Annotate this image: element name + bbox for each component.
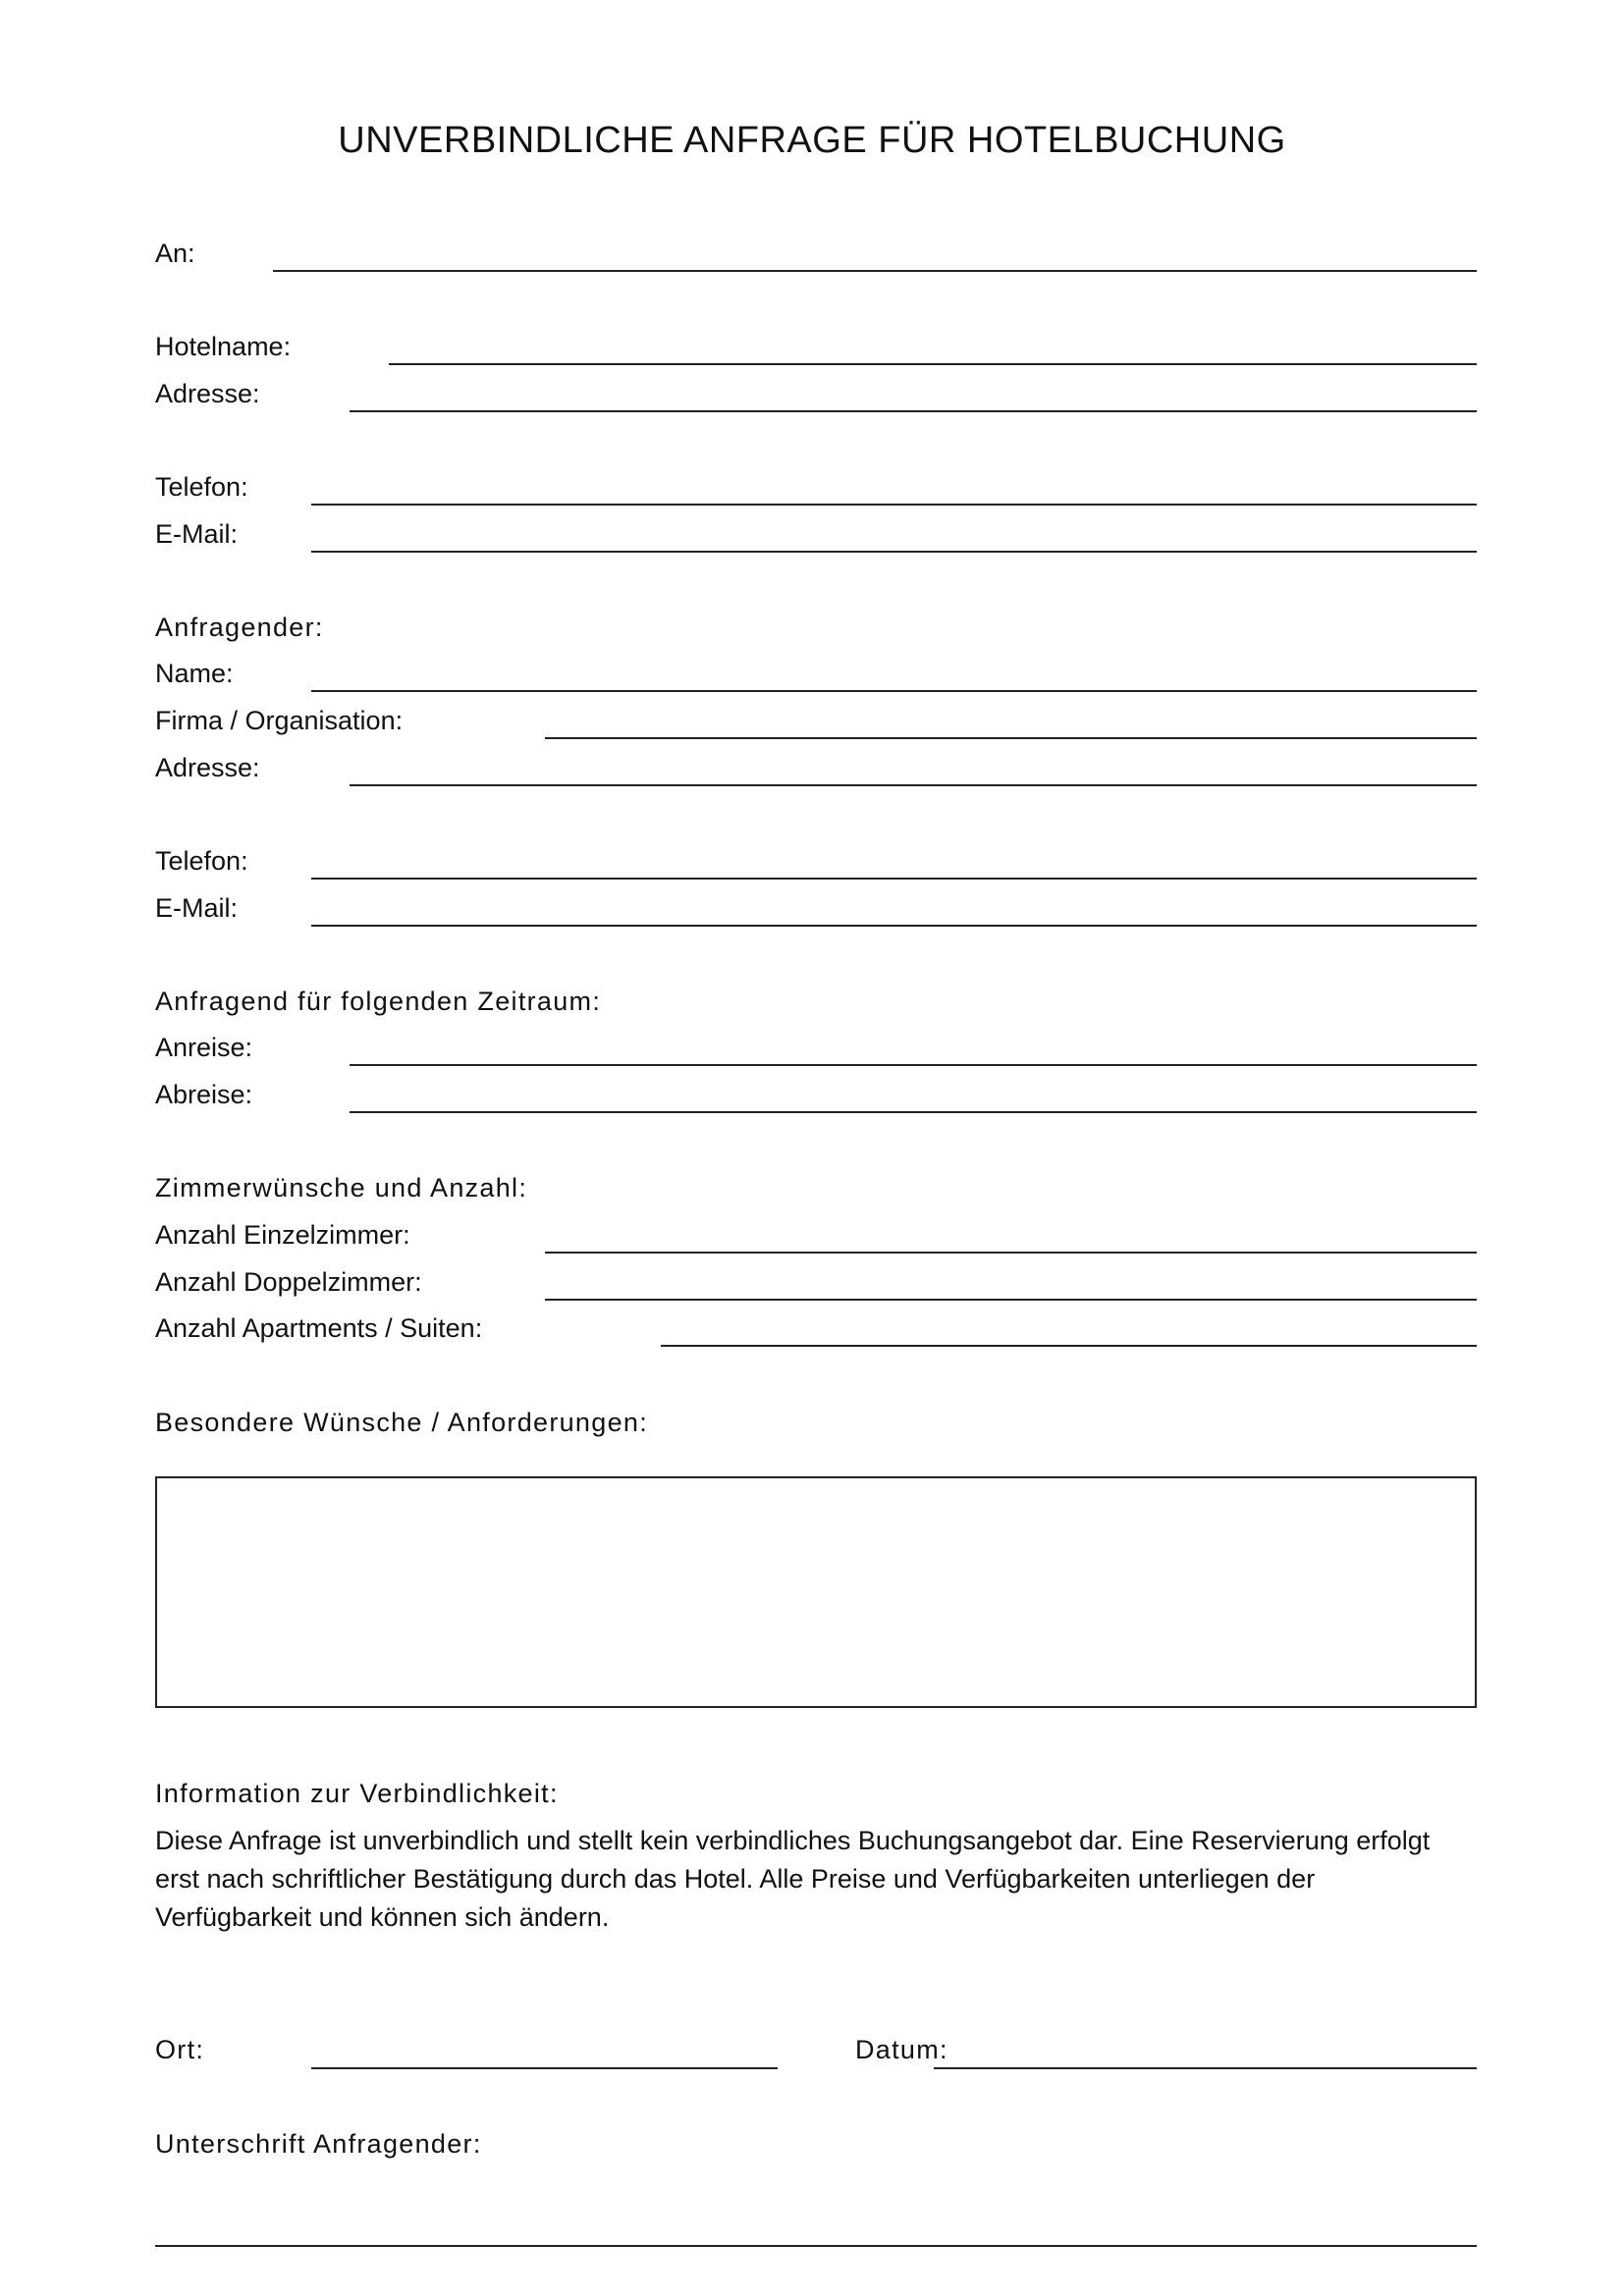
info-paragraph [155,1822,1490,1937]
single-rooms-label: Anzahl Einzelzimmer: [155,1220,410,1250]
double-rooms-label: Anzahl Doppelzimmer: [155,1267,422,1297]
special-wishes-box[interactable] [155,1476,1477,1708]
suites-label: Anzahl Apartments / Suiten: [155,1313,483,1343]
hotel-phone-label: Telefon: [155,472,248,502]
requester-phone-field[interactable] [311,878,1477,880]
hotel-name-label: Hotelname: [155,332,292,361]
requester-email-label: E-Mail: [155,893,239,923]
requester-address-label: Adresse: [155,753,260,782]
info-heading: Information zur Verbindlichkeit: [155,1779,559,1808]
requester-company-field[interactable] [545,737,1477,739]
date-field[interactable] [934,2067,1477,2069]
requester-address-field[interactable] [350,784,1477,786]
departure-field[interactable] [350,1111,1477,1113]
place-label: Ort: [155,2035,205,2064]
requester-company-label: Firma / Organisation: [155,706,404,735]
single-rooms-field[interactable] [545,1252,1477,1254]
requester-email-field[interactable] [311,925,1477,927]
arrival-label: Anreise: [155,1033,253,1062]
form-title: UNVERBINDLICHE ANFRAGE FÜR HOTELBUCHUNG [338,120,1286,161]
hotel-phone-field[interactable] [311,504,1477,506]
signature-label: Unterschrift Anfragender: [155,2129,482,2159]
requester-heading: Anfragender: [155,613,324,642]
suites-field[interactable] [661,1345,1477,1347]
rooms-heading: Zimmerwünsche und Anzahl: [155,1173,528,1202]
to-field[interactable] [273,270,1477,272]
info-line: erst nach schriftlicher Bestätigung durch das Hotel. Alle Preise und Verfügbarkeiten unterliegen der [155,1864,1316,1894]
arrival-field[interactable] [350,1064,1477,1066]
requester-name-field[interactable] [311,690,1477,692]
departure-label: Abreise: [155,1080,253,1109]
period-heading: Anfragend für folgenden Zeitraum: [155,987,602,1016]
signature-field[interactable] [155,2245,1477,2247]
hotel-address-field[interactable] [350,410,1477,412]
double-rooms-field[interactable] [545,1299,1477,1301]
hotel-email-field[interactable] [311,551,1477,553]
info-line: Diese Anfrage ist unverbindlich und stellt kein verbindliches Buchungsangebot dar. Eine Reservierung erfolgt [155,1826,1431,1855]
to-label: An: [155,239,195,268]
info-line: Verfügbarkeit und können sich ändern. [155,1902,610,1932]
special-wishes-heading: Besondere Wünsche / Anforderungen: [155,1408,648,1437]
requester-phone-label: Telefon: [155,846,248,876]
requester-name-label: Name: [155,659,234,688]
hotel-address-label: Adresse: [155,379,260,408]
hotel-email-label: E-Mail: [155,519,239,549]
date-label: Datum: [855,2035,948,2064]
place-field[interactable] [311,2067,778,2069]
hotel-name-field[interactable] [389,363,1477,365]
